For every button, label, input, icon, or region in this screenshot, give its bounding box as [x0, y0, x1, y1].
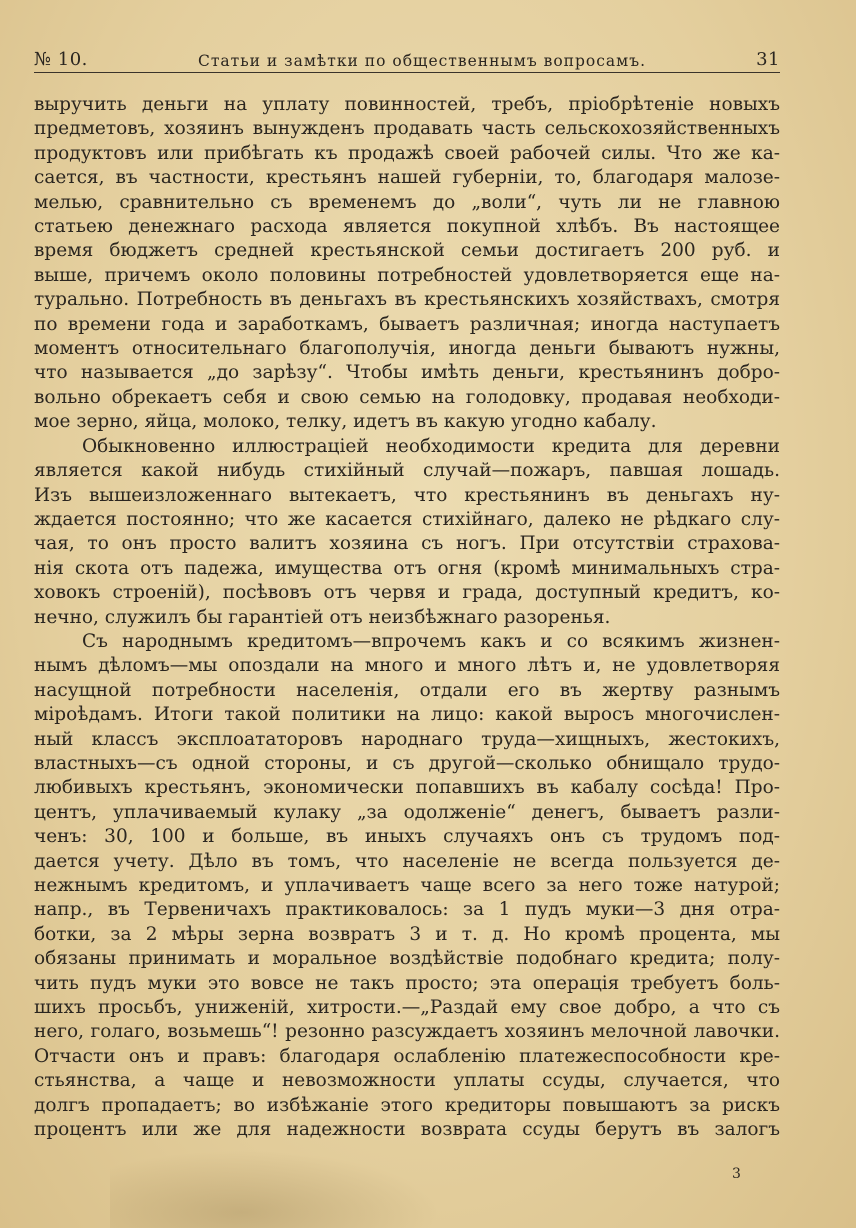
text-line: шихъ просьбъ, униженій, хитрости.—„Раздай ему свое добро, а что съ: [34, 997, 780, 1019]
text-line: выше, причемъ около половины потребностей удовлетворяется еще на-: [34, 264, 780, 286]
text-line: ченъ: 30, 100 и больше, въ иныхъ случаяхъ онъ съ трудомъ под-: [34, 826, 780, 848]
text-line: чая, то онъ просто валитъ хозяина съ ногъ. При отсутствіи страхова-: [34, 533, 780, 555]
text-line: нечно, служилъ бы гарантіей отъ неизбѣжнаго разоренья.: [34, 606, 611, 628]
text-line: дается учету. Дѣло въ томъ, что населеніе не всегда пользуется де-: [34, 850, 780, 872]
text-line: напр., въ Тервеничахъ практиковалось: за 1 пудъ муки—3 дня отра-: [34, 899, 780, 921]
text-line: міроѣдамъ. Итоги такой политики на лицо: какой выросъ многочислен-: [34, 704, 780, 726]
text-line: нія скота отъ падежа, имущества отъ огня (кромѣ минимальныхъ стра-: [34, 557, 780, 579]
header-rule: [34, 72, 780, 73]
signature-mark: 3: [732, 1166, 741, 1182]
text-line: чить пудъ муки это вовсе не такъ просто; эта операція требуетъ боль-: [34, 972, 780, 994]
text-line: него, голаго, возьмешь“! резонно разсуждаетъ хозяинъ мелочной лавочки.: [34, 1021, 780, 1043]
text-line: моментъ относительнаго благополучія, иногда деньги бываютъ нужны,: [34, 338, 780, 360]
running-title: Статьи и замѣтки по общественнымъ вопросамъ.: [197, 52, 647, 70]
text-line: мелью, сравнительно съ временемъ до „воли“, чуть ли не главною: [34, 191, 780, 213]
text-line: ный классъ эксплоататоровъ народнаго труда—хищныхъ, жестокихъ,: [34, 728, 780, 750]
text-line: Отчасти онъ и правъ: благодаря ослабленію платежеспособности кре-: [34, 1045, 780, 1067]
text-line: предметовъ, хозяинъ вынужденъ продавать часть сельскохозяйственныхъ: [34, 118, 780, 140]
text-line: мое зерно, яйца, молоко, телку, идетъ въ какую угодно кабалу.: [34, 411, 657, 433]
text-line: статьею денежнаго расхода является покупной хлѣбъ. Въ настоящее: [34, 216, 780, 238]
text-line: вольно обрекаетъ себя и свою семью на голодовку, продавая необходи-: [34, 386, 780, 408]
text-line: властныхъ—съ одной стороны, и съ другой—сколько обнищало трудо-: [34, 752, 780, 774]
paper-stain: [110, 1150, 440, 1228]
body-text: [34, 93, 780, 1142]
text-line: время бюджетъ средней крестьянской семьи достигаетъ 200 руб. и: [34, 240, 780, 262]
text-line: продуктовъ или прибѣгать къ продажѣ своей рабочей силы. Что же ка-: [34, 142, 780, 164]
text-line: турально. Потребность въ деньгахъ въ крестьянскихъ хозяйствахъ, смотря: [34, 289, 780, 311]
text-line: долгъ пропадаетъ; во избѣжаніе этого кредиторы повышаютъ за рискъ: [34, 1094, 780, 1116]
text-line: Съ народнымъ кредитомъ—впрочемъ какъ и со всякимъ жизнен-: [82, 630, 780, 652]
text-line: стьянства, а чаще и невозможности уплаты ссуды, случается, что: [34, 1070, 780, 1092]
text-line: сается, въ частности, крестьянъ нашей губерніи, то, благодаря малозе-: [34, 167, 780, 189]
running-header: [34, 40, 780, 70]
text-line: процентъ или же для надежности возврата ссуды берутъ въ залогъ: [34, 1119, 780, 1141]
text-line: нежнымъ кредитомъ, и уплачиваетъ чаще всего за него тоже натурой;: [34, 875, 780, 896]
text-line: центъ, уплачиваемый кулаку „за одолженіе“ денегъ, бываетъ разли-: [34, 801, 780, 823]
page-number: 31: [756, 49, 780, 70]
text-line: любивыхъ крестьянъ, экономически попавшихъ въ кабалу сосѣда! Про-: [34, 777, 780, 799]
text-line: что называется „до зарѣзу“. Чтобы имѣть деньги, крестьянинъ добро-: [34, 362, 780, 384]
text-line: насущной потребности населенія, отдали его въ жертву разнымъ: [34, 679, 780, 701]
text-line: нымъ дѣломъ—мы опоздали на много и много лѣтъ и, не удовлетворяя: [34, 655, 780, 677]
issue-number: № 10.: [34, 49, 88, 70]
text-line: ховокъ строеній), посѣвовъ отъ червя и града, доступный кредитъ, ко-: [34, 582, 780, 604]
text-line: выручить деньги на уплату повинностей, требъ, пріобрѣтеніе новыхъ: [34, 94, 780, 115]
text-line: обязаны принимать и моральное воздѣйствіе подобнаго кредита; полу-: [34, 948, 780, 970]
text-line: по времени года и заработкамъ, бываетъ различная; иногда наступаетъ: [34, 313, 780, 335]
text-line: Изъ вышеизложеннаго вытекаетъ, что крестьянинъ въ деньгахъ ну-: [34, 484, 780, 506]
text-line: Обыкновенно иллюстраціей необходимости кредита для деревни: [82, 435, 780, 457]
text-line: ждается постоянно; что же касается стихійнаго, далеко не рѣдкаго слу-: [34, 508, 780, 530]
text-line: является какой нибудь стихійный случай—пожаръ, павшая лошадь.: [34, 460, 780, 482]
text-line: ботки, за 2 мѣры зерна возвратъ 3 и т. д. Но кромѣ процента, мы: [34, 923, 780, 945]
